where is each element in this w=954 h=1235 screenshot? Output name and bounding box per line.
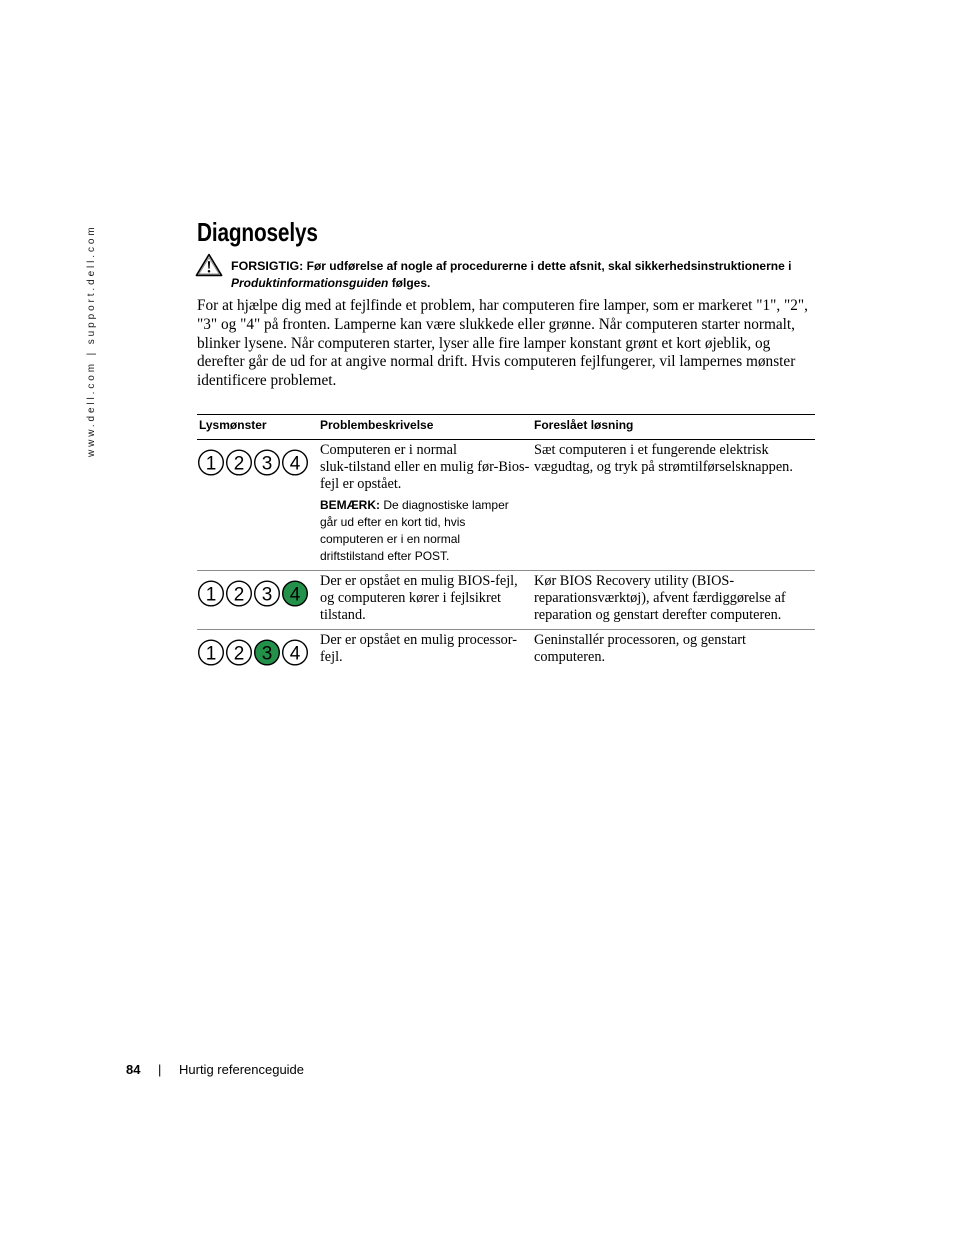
problem-description	[320, 442, 530, 566]
caution-line-1	[231, 258, 791, 275]
intro-line: derefter går de ud for at angive normal drift. Hvis computeren fejlfungerer, vil lampernes mønster	[197, 353, 796, 371]
table-row	[197, 630, 815, 676]
light-4	[283, 640, 308, 665]
footer-separator: |	[158, 1062, 162, 1077]
light-1-label: 1	[205, 643, 217, 665]
note-line	[320, 497, 530, 514]
light-4-label: 4	[289, 584, 301, 606]
note-text: De diagnostiske lamper	[383, 497, 509, 512]
light-3	[255, 450, 280, 475]
light-4-label: 4	[289, 643, 301, 665]
footer-guide-title: Hurtig referenceguide	[179, 1062, 305, 1077]
solution-line: Geninstallér processoren, og genstart	[534, 632, 747, 648]
problem-line: Computeren er i normal	[320, 442, 457, 458]
note-line: går ud efter en kort tid, hvis	[320, 514, 466, 529]
solution-line: Sæt computeren i et fungerende elektrisk	[534, 442, 769, 458]
suggested-solution	[534, 573, 815, 624]
note	[320, 497, 530, 566]
problem-line: og computeren kører i fejlsikret	[320, 590, 502, 606]
note-line: driftstilstand efter POST.	[320, 549, 450, 564]
problem-line: tilstand.	[320, 607, 366, 623]
problem-description	[320, 632, 530, 666]
light-4	[283, 581, 308, 606]
solution-line: reparationsværktøj), afvent færdiggørelse af	[534, 590, 786, 606]
solution-line: Kør BIOS Recovery utility (BIOS-	[534, 573, 735, 589]
caution-text: Før udførelse af nogle af procedurerne i dette afsnit, skal sikkerhedsinstruktionerne i	[306, 259, 792, 273]
header-problem: Problembeskrivelse	[320, 418, 434, 432]
header-light-pattern: Lysmønster	[199, 418, 267, 432]
caution-note	[231, 258, 791, 292]
page-number: 84	[126, 1062, 141, 1077]
light-2-label: 2	[233, 453, 245, 475]
problem-line: Der er opstået en mulig processor-	[320, 632, 518, 648]
table-header-row	[197, 415, 815, 440]
light-2	[227, 581, 252, 606]
problem-line: Der er opstået en mulig BIOS-fejl,	[320, 573, 518, 589]
intro-line: identificere problemet.	[197, 372, 337, 389]
light-2	[227, 450, 252, 475]
problem-description	[320, 573, 530, 624]
light-1-label: 1	[205, 453, 217, 475]
light-4-label: 4	[289, 453, 301, 475]
diagnostic-lights-table	[197, 414, 815, 676]
light-1	[199, 450, 224, 475]
sidebar-url: www.dell.com | support.dell.com	[86, 224, 97, 457]
intro-line: For at hjælpe dig med at fejlfinde et problem, har computeren fire lamper, som er markeret "1", "2",	[197, 297, 808, 314]
light-1	[199, 581, 224, 606]
solution-line: reparation og genstart derefter computeren.	[534, 607, 782, 623]
light-pattern	[197, 580, 309, 607]
light-3	[255, 640, 280, 665]
table-row	[197, 571, 815, 630]
problem-line: fejl.	[320, 649, 343, 665]
light-3-label: 3	[261, 453, 273, 475]
light-2-label: 2	[233, 643, 245, 665]
caution-label: FORSIGTIG:	[231, 259, 304, 273]
intro-line: "3" og "4" på fronten. Lamperne kan være slukkede eller grønne. Når computeren starter normalt,	[197, 315, 795, 333]
suggested-solution	[534, 442, 815, 476]
caution-guide-name: Produktinformationsguiden	[231, 276, 389, 290]
light-4	[283, 450, 308, 475]
intro-line: blinker lysene. Når computeren starter, lyser alle fire lamper konstant grønt et kort øjeblik, og	[197, 334, 771, 352]
caution-text-end: følges.	[391, 276, 431, 290]
intro-paragraph	[197, 297, 808, 391]
header-solution: Foreslået løsning	[534, 418, 634, 432]
light-2	[227, 640, 252, 665]
light-pattern	[197, 449, 309, 476]
suggested-solution	[534, 632, 815, 666]
problem-line: fejl er opstået.	[320, 476, 402, 492]
table-row	[197, 440, 815, 571]
solution-line: vægudtag, og tryk på strømtilførselsknappen.	[534, 459, 793, 475]
light-3	[255, 581, 280, 606]
light-3-label: 3	[261, 643, 273, 665]
light-pattern	[197, 639, 309, 666]
light-3-label: 3	[261, 584, 273, 606]
light-2-label: 2	[233, 584, 245, 606]
light-1-label: 1	[205, 584, 217, 606]
caution-line-2	[231, 275, 791, 292]
problem-line: sluk-tilstand eller en mulig før-Bios-	[320, 459, 530, 475]
light-1	[199, 640, 224, 665]
warning-triangle-icon	[195, 253, 223, 277]
note-label: BEMÆRK:	[320, 497, 380, 512]
note-line: computeren er i en normal	[320, 532, 461, 547]
solution-line: computeren.	[534, 649, 606, 665]
page-title: Diagnoselys	[197, 217, 318, 247]
